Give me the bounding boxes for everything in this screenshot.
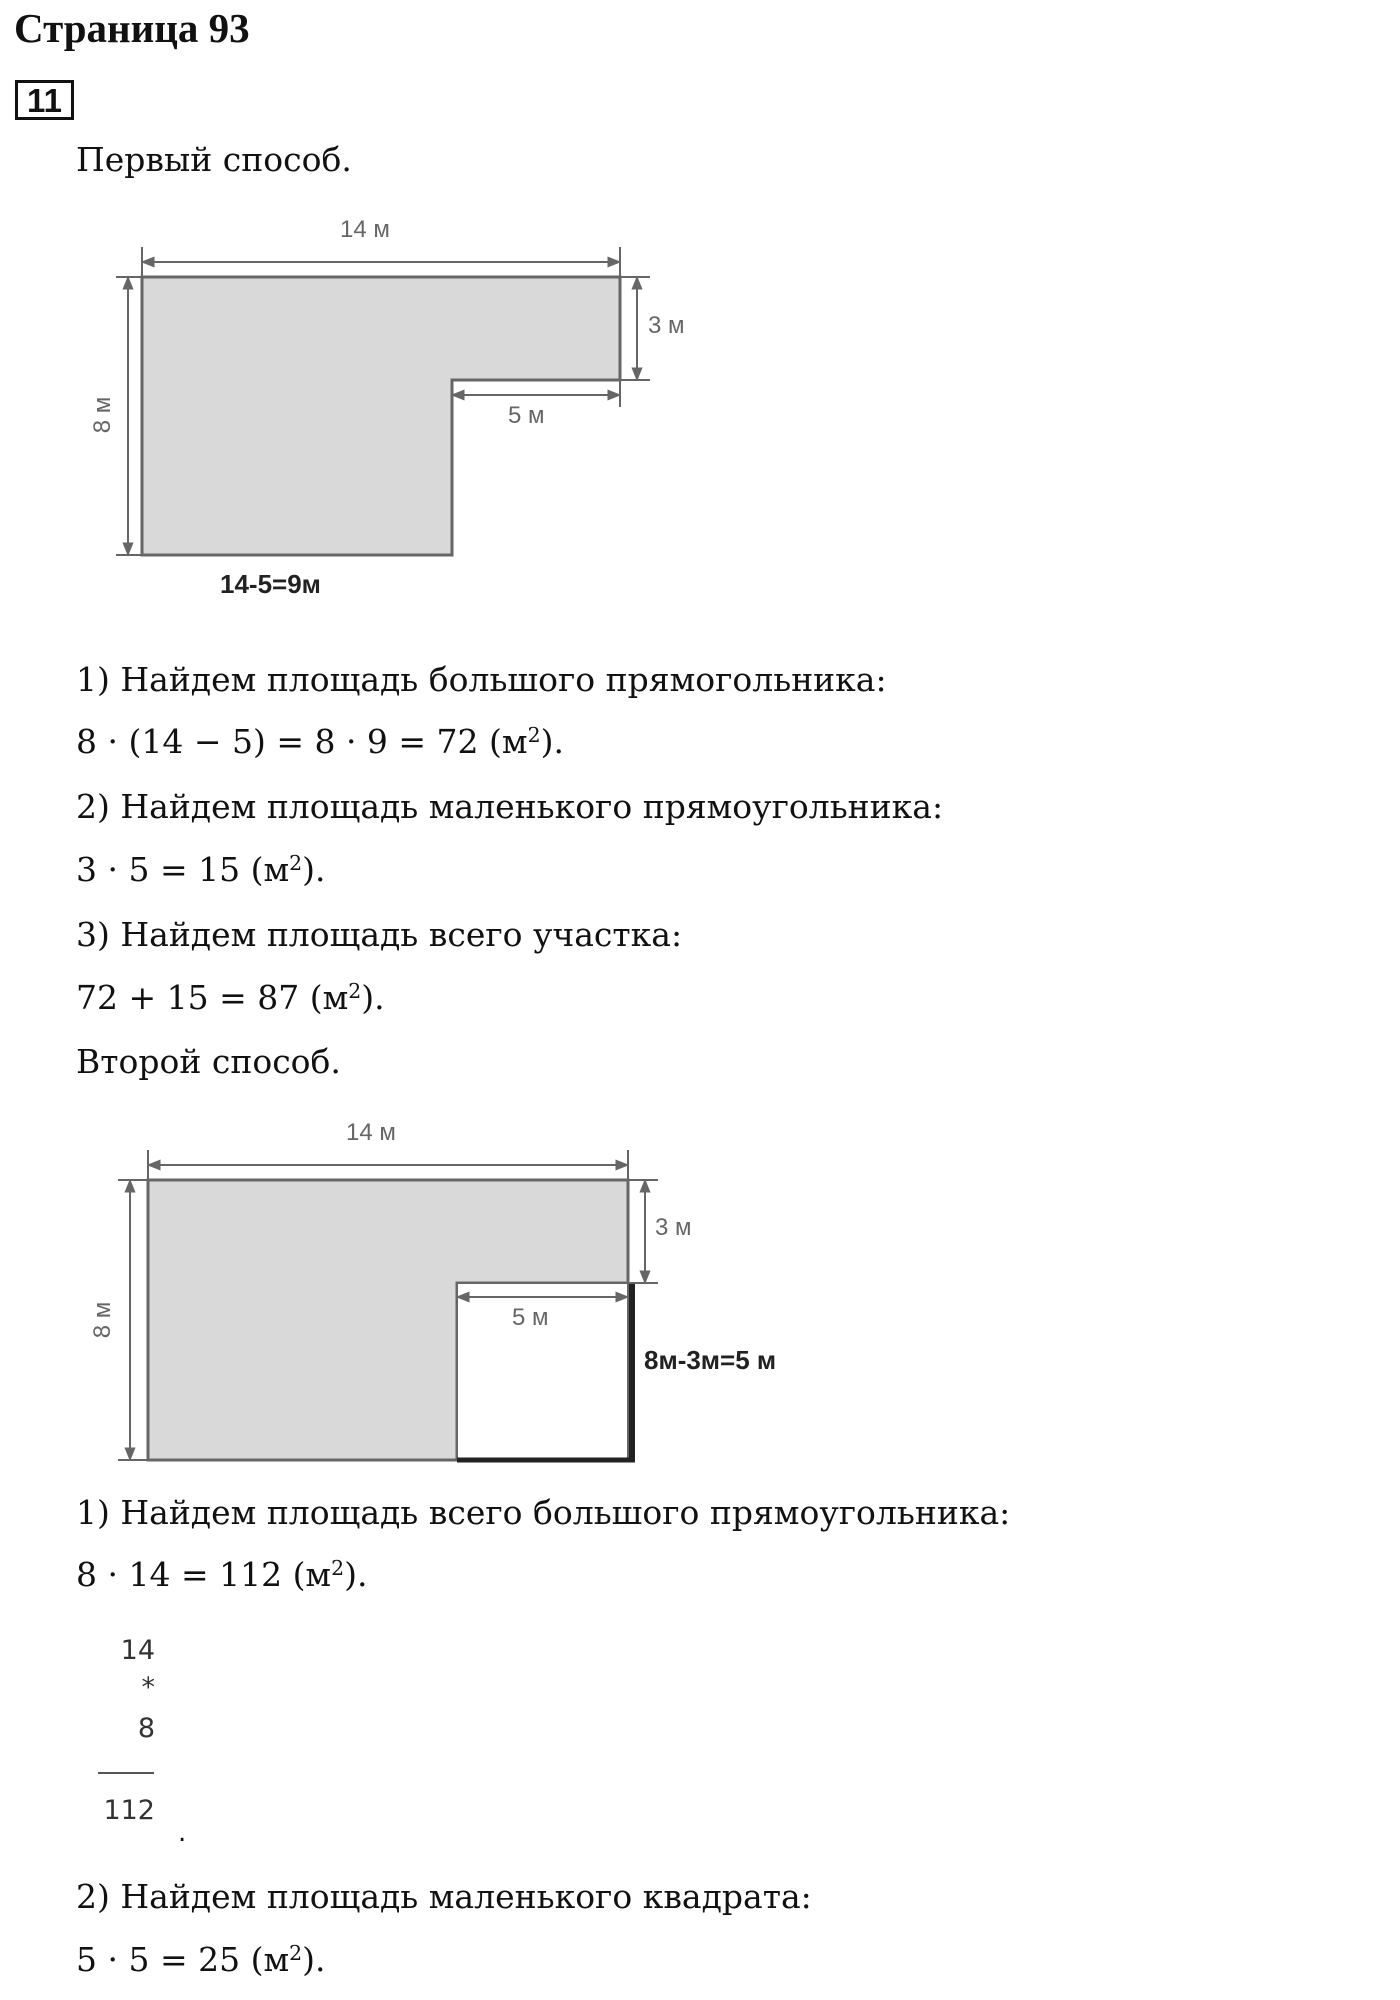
method2-heading: Второй способ. — [76, 1042, 341, 1081]
dim-label-top: 14 м — [346, 1119, 396, 1146]
method2-figure — [80, 1115, 840, 1475]
dim-label-notch: 5 м — [508, 402, 545, 429]
dim-label-right: 3 м — [648, 312, 685, 339]
method1-step1-text: 1) Найдем площадь большого прямогольника: — [76, 660, 887, 699]
column-divider-line — [98, 1772, 154, 1774]
method1-heading: Первый способ. — [76, 140, 352, 179]
dim-label-left: 8 м — [89, 396, 116, 434]
page-title: Страница 93 — [14, 5, 250, 51]
method2-step2-calc: 5 · 5 = 25 $(м^2)$. — [76, 1940, 326, 1979]
column-trailing-dot: . — [178, 1818, 187, 1848]
method1-step2-text: 2) Найдем площадь маленького прямоугольника: — [76, 787, 944, 826]
column-operator: * — [141, 1672, 155, 1703]
method2-step2-text: 2) Найдем площадь маленького квадрата: — [76, 1877, 812, 1916]
method2-step1-text: 1) Найдем площадь всего большого прямоугольника: — [76, 1493, 1011, 1532]
method1-figure — [80, 215, 740, 615]
method1-step1-calc: 8 · (14 − 5) = 8 · 9 = 72 $(м^2)$. — [76, 722, 564, 761]
method2-step1-calc: 8 · 14 = 112 $(м^2)$. — [76, 1555, 368, 1594]
side-annotation: 8м-3м=5 м — [644, 1345, 777, 1375]
task-number-badge: 11 — [15, 80, 74, 120]
dim-label-notch: 5 м — [512, 1304, 549, 1331]
column-result: 112 — [103, 1795, 155, 1826]
bottom-annotation: 14-5=9м — [220, 569, 321, 599]
dim-label-right: 3 м — [655, 1214, 692, 1241]
dim-label-left: 8 м — [89, 1301, 116, 1339]
column-operand2: 8 — [137, 1713, 155, 1744]
l-shape-region — [142, 277, 620, 555]
column-operand1: 14 — [120, 1635, 155, 1666]
method1-step3-calc: 72 + 15 = 87 $(м^2)$. — [76, 978, 385, 1017]
method1-step2-calc: 3 · 5 = 15 $(м^2)$. — [76, 850, 326, 889]
dim-label-top: 14 м — [340, 216, 390, 243]
method1-step3-text: 3) Найдем площадь всего участка: — [76, 915, 683, 954]
